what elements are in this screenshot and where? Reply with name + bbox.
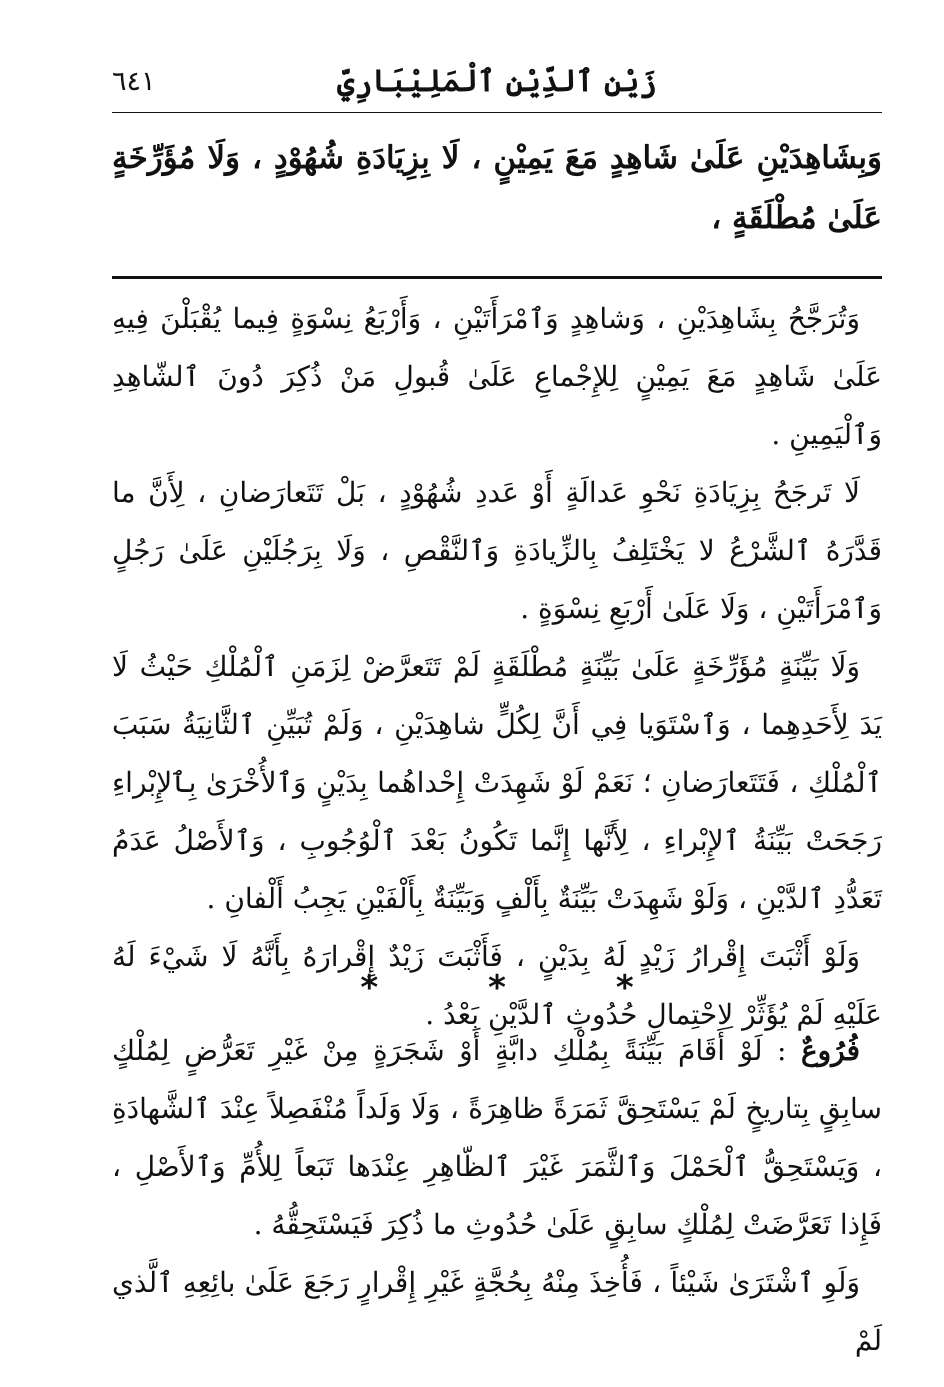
- furu-text: : لَوْ أَقَامَ بَيِّنَةً بِمُلْكِ دابَّةٍ أَوْ شَجَرَةٍ مِنْ غَيْرِ تَعَرُّضٍ لِمُلْكٍ سابِقٍ بِتاريخٍ لَمْ يَسْتَحِقَّ ثَمَرَةً ظاهِرَةً ، وَلَا وَلَداً مُنْفَصِلاً عِنْدَ ٱلشَّهادَةِ ، وَيَسْتَحِقُّ ٱلْحَمْلَ وَٱلثَّمَرَ غَيْرَ ٱلظّاهِرِ عِنْدَها تَبَعاً لِلأُمِّ وَٱلأَصْلِ ، فَإِذا تَعَرَّضَتْ لِمُلْكٍ سابِقٍ عَلَىٰ حُدُوثِ ما ذُكِرَ فَيَسْتَحِقُّهُ .: [112, 1034, 882, 1241]
- commentary-paragraph: وَلَوْ أَثْبَتَ إِقْرارُ زَيْدٍ لَهُ بِدَيْنٍ ، فَأَثْبَتَ زَيْدٌ إِقْرارَهُ بِأَنَّهُ لَا شَيْءَ لَهُ عَلَيْهِ لَمْ يُؤَثِّرْ لِاحْتِمالِ حُدُوثِ ٱلدَّيْنِ بَعْدُ .: [112, 940, 882, 1031]
- separator-star: *: [615, 968, 634, 1008]
- page-number: ٦٤١: [112, 66, 156, 97]
- header-rule: [112, 112, 882, 113]
- furu-section: [112, 1022, 882, 1370]
- running-title: زَيْنِ ٱلدِّيْنِ ٱلْمَلِيْبَارِيِّ: [337, 64, 657, 99]
- furu-paragraph: وَلَوِ ٱشْتَرَىٰ شَيْئاً ، فَأُخِذَ مِنْهُ بِحُجَّةٍ غَيْرِ إِقْرارٍ رَجَعَ عَلَىٰ بائِعِهِ ٱلَّذي لَمْ: [112, 1266, 882, 1357]
- star-separator: [112, 968, 882, 1018]
- matn-paragraph: وَبِشَاهِدَيْنِ عَلَىٰ شَاهِدٍ مَعَ يَمِيْنٍ ، لَا بِزِيَادَةِ شُهُوْدٍ ، وَلَا مُؤَرِّخَةٍ عَلَىٰ مُطْلَقَةٍ ،: [112, 140, 882, 236]
- matn-text: [112, 128, 882, 248]
- page-header: [112, 58, 882, 108]
- commentary-paragraph: لَا تَرجَحُ بِزِيَادَةِ نَحْوِ عَدالَةٍ أَوْ عَددِ شُهُوْدٍ ، بَلْ تَتَعارَضانِ ، لِأَنَّ ما قَدَّرَهُ ٱلشَّرْعُ لا يَخْتَلِفُ بِالزِّيادَةِ وَٱلنَّقْصِ ، وَلَا بِرَجُلَيْنِ عَلَىٰ رَجُلٍ وَٱمْرَأَتَيْنِ ، وَلَا عَلَىٰ أَرْبَعِ نِسْوَةٍ .: [112, 476, 882, 625]
- separator-star: *: [360, 968, 379, 1008]
- furu-paragraph: [112, 1022, 882, 1254]
- section-divider: [112, 276, 882, 279]
- separator-star: *: [488, 968, 506, 1008]
- commentary-paragraph: وَلَا بَيِّنَةٍ مُؤَرِّخَةٍ عَلَىٰ بَيِّنَةٍ مُطْلَقَةٍ لَمْ تَتَعرَّضْ لِزَمَنِ ٱلْمُلْكِ حَيْثُ لَا يَدَ لِأَحَدِهِما ، وَٱسْتَوَيا فِي أَنَّ لِكُلٍّ شاهِدَيْنِ ، وَلَمْ تُبَيِّنِ ٱلثَّانِيَةُ سَبَبَ ٱلْمُلْكِ ، فَتَتَعارَضانِ ؛ نَعَمْ لَوْ شَهِدَتْ إِحْداهُما بِدَيْنٍ وَٱلأُخْرَىٰ بِٱلإِبْراءِ رَجَحَتْ بَيِّنَةُ ٱلإِبْراءِ ، لِأَنَّها إِنَّما تَكُونُ بَعْدَ ٱلْوُجُوبِ ، وَٱلأَصْلُ عَدَمُ تَعَدُّدِ ٱلدَّيْنِ ، وَلَوْ شَهِدَتْ بَيِّنَةٌ بِأَلْفٍ وَبَيِّنَةٌ بِأَلْفَيْنِ يَجِبُ أَلْفانِ .: [112, 650, 882, 915]
- commentary-paragraph: وَتُرَجَّحُ بِشَاهِدَيْنِ ، وَشاهِدٍ وَٱمْرَأَتَيْنِ ، وَأَرْبَعُ نِسْوَةٍ فِيما يُقْبَلْنَ فِيهِ عَلَىٰ شَاهِدٍ مَعَ يَمِيْنٍ لِلإِجْماعِ عَلَىٰ قُبولِ مَنْ ذُكِرَ دُونَ ٱلشّاهِدِ وَٱلْيَمِينِ .: [112, 302, 882, 451]
- commentary: [112, 290, 882, 1044]
- furu-heading: فُرُوعٌ: [800, 1034, 861, 1067]
